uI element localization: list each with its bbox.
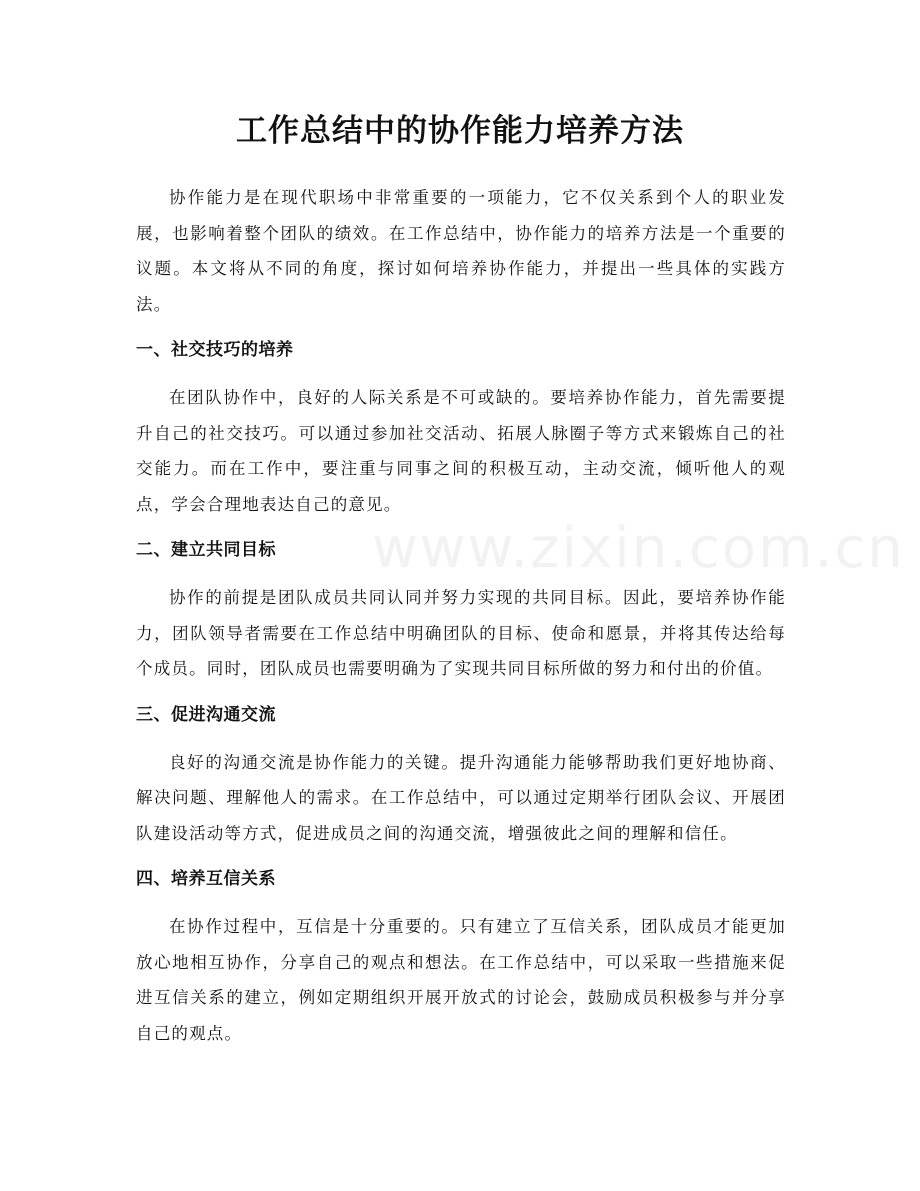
section-social-skills <box>136 335 786 522</box>
section-paragraph: 协作的前提是团队成员共同认同并努力实现的共同目标。因此，要培养协作能力，团队领导者需要在工作总结中明确团队的目标、使命和愿景，并将其传达给每个成员。同时，团队成员也需要明确为了实现共同目标所做的努力和付出的价值。 <box>136 588 786 678</box>
intro-paragraph: 协作能力是在现代职场中非常重要的一项能力，它不仅关系到个人的职业发展，也影响着整个团队的绩效。在工作总结中，协作能力的培养方法是一个重要的议题。本文将从不同的角度，探讨如何培养协作能力，并提出一些具体的实践方法。 <box>136 188 786 314</box>
section-paragraph: 良好的沟通交流是协作能力的关键。提升沟通能力能够帮助我们更好地协商、解决问题、理解他人的需求。在工作总结中，可以通过定期举行团队会议、开展团队建设活动等方式，促进成员之间的沟通交流，增强彼此之间的理解和信任。 <box>136 752 786 843</box>
document-title: 工作总结中的协作能力培养方法 <box>236 113 684 149</box>
document-body <box>136 180 786 1051</box>
watermark: www.zixin.com.cn <box>372 516 905 581</box>
section-mutual-trust <box>136 864 786 1051</box>
section-heading: 一、社交技巧的培养 <box>136 340 294 360</box>
section-heading: 三、促进沟通交流 <box>136 704 276 725</box>
section-paragraph: 在协作过程中，互信是十分重要的。只有建立了互信关系，团队成员才能更加放心地相互协作，分享自己的观点和想法。在工作总结中，可以采取一些措施来促进互信关系的建立，例如定期组织开展开放式的讨论会，鼓励成员积极参与并分享自己的观点。 <box>136 917 786 1043</box>
section-communication <box>136 700 786 852</box>
section-common-goals <box>136 535 786 687</box>
section-heading: 二、建立共同目标 <box>136 540 276 560</box>
section-heading: 四、培养互信关系 <box>136 869 276 889</box>
section-paragraph: 在团队协作中，良好的人际关系是不可或缺的。要培养协作能力，首先需要提升自己的社交技巧。可以通过参加社交活动、拓展人脉圈子等方式来锻炼自己的社交能力。而在工作中，要注重与同事之间的积极互动，主动交流，倾听他人的观点，学会合理地表达自己的意见。 <box>136 388 786 514</box>
